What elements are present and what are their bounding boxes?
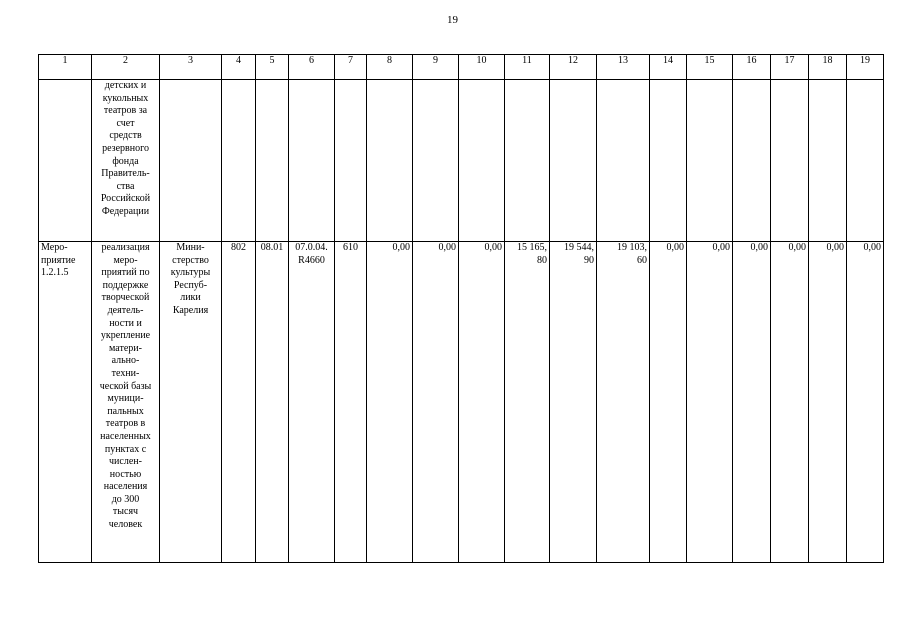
table-cell — [597, 80, 650, 242]
table-cell: 0,00 — [687, 242, 733, 563]
table-cell — [256, 80, 289, 242]
column-header: 14 — [650, 55, 687, 80]
table-cell: 0,00 — [459, 242, 505, 563]
column-header: 1 — [39, 55, 92, 80]
column-header: 7 — [335, 55, 367, 80]
column-header: 5 — [256, 55, 289, 80]
table-cell — [39, 80, 92, 242]
table-cell: 0,00 — [413, 242, 459, 563]
table-cell — [367, 80, 413, 242]
table-cell — [771, 80, 809, 242]
table-row — [39, 80, 884, 242]
table-cell: 07.0.04. R4660 — [289, 242, 335, 563]
table-cell: 19 103, 60 — [597, 242, 650, 563]
column-header: 3 — [160, 55, 222, 80]
column-header: 15 — [687, 55, 733, 80]
table-cell — [733, 80, 771, 242]
table-cell — [413, 80, 459, 242]
column-header: 10 — [459, 55, 505, 80]
table-cell — [335, 80, 367, 242]
table-cell — [809, 80, 847, 242]
table-cell: 610 — [335, 242, 367, 563]
table-cell: 0,00 — [809, 242, 847, 563]
column-header: 2 — [92, 55, 160, 80]
table-cell — [650, 80, 687, 242]
column-header: 4 — [222, 55, 256, 80]
column-header: 12 — [550, 55, 597, 80]
column-header: 19 — [847, 55, 884, 80]
table-cell — [289, 80, 335, 242]
table-cell: 0,00 — [771, 242, 809, 563]
column-header: 17 — [771, 55, 809, 80]
column-header: 9 — [413, 55, 459, 80]
table-header-row — [39, 55, 884, 80]
table-cell — [687, 80, 733, 242]
table-cell — [550, 80, 597, 242]
table-cell — [222, 80, 256, 242]
column-header: 16 — [733, 55, 771, 80]
table-cell: детских и кукольных театров за счет средств резервного фонда Правитель- ства Российской Федерации — [92, 80, 160, 242]
column-header: 11 — [505, 55, 550, 80]
table-cell: 0,00 — [847, 242, 884, 563]
column-header: 13 — [597, 55, 650, 80]
table-cell — [505, 80, 550, 242]
column-header: 6 — [289, 55, 335, 80]
table-row — [39, 242, 884, 563]
table-cell: 08.01 — [256, 242, 289, 563]
table-cell — [459, 80, 505, 242]
executor-cell: Мини- стерство культуры Респуб- лики Карелия — [160, 242, 222, 563]
table-cell: 0,00 — [367, 242, 413, 563]
table-cell: 15 165, 80 — [505, 242, 550, 563]
activity-description-cell: реализация меро- приятий по поддержке творческой деятель- ности и укрепление матери- ально- техни- ческой базы муници- пальных театров в населенных пунктах с числен- ностью населения до 300 тысяч человек — [92, 242, 160, 563]
page-number: 19 — [447, 14, 458, 26]
table-cell: 802 — [222, 242, 256, 563]
table-cell — [160, 80, 222, 242]
budget-table — [38, 54, 884, 563]
table-cell: 19 544, 90 — [550, 242, 597, 563]
table-cell — [847, 80, 884, 242]
column-header: 8 — [367, 55, 413, 80]
table-cell: 0,00 — [650, 242, 687, 563]
column-header: 18 — [809, 55, 847, 80]
table-cell: 0,00 — [733, 242, 771, 563]
activity-number-cell: Меро- приятие 1.2.1.5 — [39, 242, 92, 563]
